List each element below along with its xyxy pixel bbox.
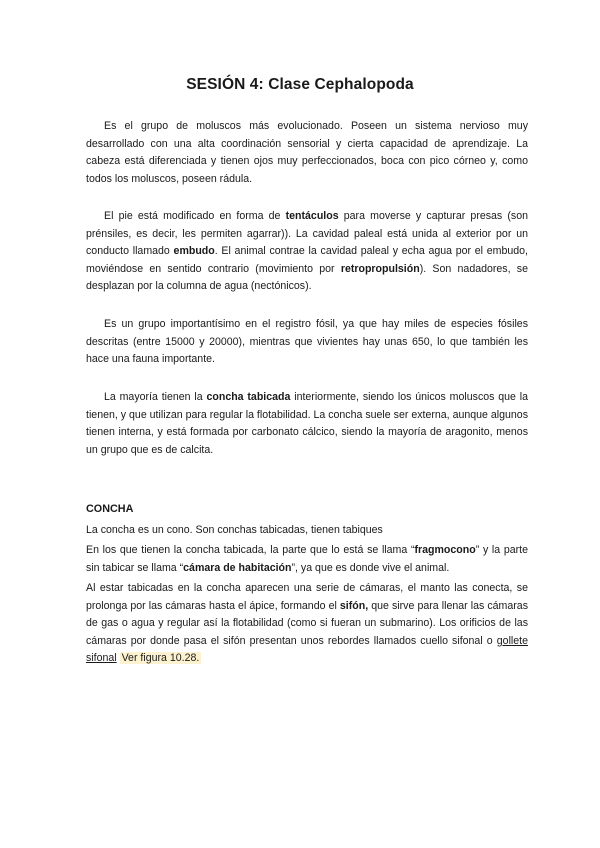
paragraph-concha-cono-text: La concha es un cono. Son conchas tabicadas, tienen tabiques bbox=[86, 524, 383, 536]
text-segment: La mayoría tienen la bbox=[104, 391, 207, 403]
text-segment: . El animal contrae la cavidad paleal y echa agua por el embudo, moviéndose en sentido contrario (movimiento por bbox=[86, 245, 528, 275]
term-tentaculos: tentáculos bbox=[285, 210, 339, 222]
paragraph-fosil bbox=[86, 316, 528, 369]
figure-reference-highlight[interactable]: Ver figura 10.28. bbox=[121, 652, 200, 665]
term-concha-tabicada: concha tabicada bbox=[206, 391, 291, 403]
text-segment: interiormente, siendo los únicos moluscos que la tienen, y que utilizan para regular la flotabilidad. La concha suele ser externa, aunque algunos tienen interna, y está formada por carbonato cálcico, siendo la mayoría de aragonito, menos un grupo que es de calcita. bbox=[86, 391, 529, 456]
term-gollete-sifonal: gollete sifonal bbox=[86, 634, 528, 665]
text-segment: En los que tienen la concha tabicada, la parte que lo está se llama “ bbox=[86, 544, 415, 556]
paragraph-fosil-text: Es un grupo importantísimo en el registro fósil, ya que hay miles de especies fósiles descritas (entre 15000 y 20000), mientras que vivientes hay unas 650, lo que también les hace una fauna importante. bbox=[86, 318, 528, 366]
text-segment: Al estar tabicadas en la concha aparecen una serie de cámaras, el manto las conecta, se prolonga por las cámaras hasta el ápice, formando el bbox=[86, 582, 528, 612]
text-segment: ” y la parte sin tabicar se llama “ bbox=[86, 544, 529, 574]
text-segment: El pie está modificado en forma de bbox=[104, 210, 286, 222]
text-segment: ”, ya que es donde vive el animal. bbox=[291, 561, 450, 574]
term-embudo: embudo bbox=[173, 245, 215, 258]
term-fragmocono: fragmocono bbox=[414, 544, 476, 556]
page-title: SESIÓN 4: Clase Cephalopoda bbox=[186, 76, 414, 93]
term-camara-de-habitacion: cámara de habitación bbox=[183, 561, 292, 574]
section-heading-concha: CONCHA bbox=[86, 503, 134, 515]
paragraph-concha-tabicada bbox=[86, 389, 528, 459]
paragraph-concha-cono bbox=[86, 522, 528, 540]
text-segment: para moverse y capturar presas (son prénsiles, es decir, les permiten agarrar)). La cavidad paleal está unida al exterior por un conducto llamado bbox=[86, 210, 528, 258]
paragraph-intro-text: Es el grupo de moluscos más evolucionado. Poseen un sistema nervioso muy desarrollado con una alta coordinación sensorial y cierta capacidad de aprendizaje. La cabeza está diferenciada y tienen ojos muy perfeccionados, boca con pico córneo y, como todos los moluscos, poseen rádula. bbox=[86, 120, 528, 185]
paragraph-pie bbox=[86, 208, 528, 296]
paragraph-fragmocono bbox=[86, 542, 528, 577]
text-segment: que sirve para llenar las cámaras de gas o agua y regular así la flotabilidad (como si fueran un submarino). Los orificios de las cámaras por donde pasa el sifón presentan unos rebordes llamados cuello sifonal o bbox=[86, 599, 528, 647]
term-sifon: sifón, bbox=[339, 599, 369, 612]
term-retropropulsion: retropropulsión bbox=[340, 262, 420, 275]
paragraph-sifon bbox=[86, 580, 528, 668]
text-segment: ). Son nadadores, se desplazan por la columna de agua (nectónicos). bbox=[86, 262, 528, 293]
paragraph-intro bbox=[86, 118, 528, 188]
